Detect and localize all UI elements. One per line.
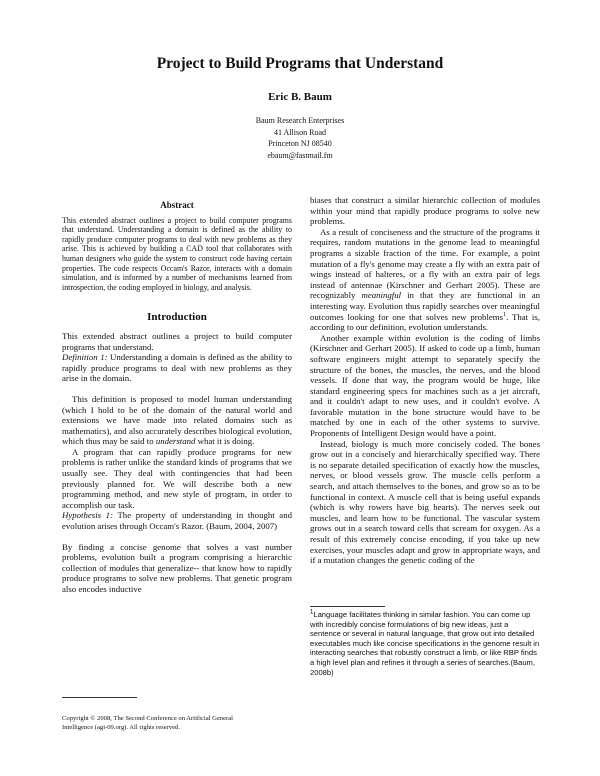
body-paragraph: Another example within evolution is the coding of limbs (Kirschner and Gerhart 2005). If asked to code up a limb, human software engineers might attempt to separately specify the structure of the bones, the muscles, the nerves, and the blood vessels. If done that way, the program would be huge, like standard engineering specs for machines such as a jet aircraft, and it couldn't adapt to new uses, and it couldn't evolve. A favorable mutation in the bone structure would have to be matched by one in each of the other systems to survive. Proponents of Intelligent Design would have a point.	[310, 332, 540, 439]
paper-title: Project to Build Programs that Understand	[156, 55, 444, 72]
abstract-heading: Abstract	[160, 200, 194, 210]
affiliation-street: 41 Allison Road	[273, 127, 326, 137]
body-paragraph: A program that can rapidly produce programs for new problems is rather unlike the standard kinds of programs that we usually see. They deal with contingencies that had been previously planned for. We will describe both a new programming method, and new style of program, in order to accomplish our task.	[62, 446, 292, 510]
left-column	[62, 200, 292, 595]
intro-paragraph: This extended abstract outlines a project to build computer programs that understand.	[62, 330, 292, 352]
definition-paragraph	[62, 352, 292, 384]
body-paragraph	[62, 394, 292, 447]
definition-text: Understanding a domain is defined as the ability to rapidly produce programs to deal with new problems as they arise in the domain.	[62, 352, 292, 384]
footnote-text: Language facilitates thinking in similar fashion. You can come up with incredibly concise formulations of big new ideas, just a sentence or several in natural language, that grow out into detailed executables much like concise specifications in the genome result in interacting searches that robustly construct a limb, or like RBP finds a high level plan and refines it through a series of searches.(Baum, 2008b)	[310, 610, 540, 677]
hypothesis-paragraph	[62, 510, 292, 531]
hypothesis-label: Hypothesis 1:	[62, 510, 114, 521]
footnote-divider	[62, 697, 137, 698]
text-run: in that they are functional in an interesting way. Evolution thus rapidly searches over meaningful outcomes looking for one that solves new problems	[310, 290, 540, 322]
definition-label: Definition 1:	[62, 352, 108, 363]
text-run: what it is doing.	[195, 436, 255, 447]
text-run: This definition is proposed to model human understanding (which I hold to be of the domain of the natural world and extensions we have made into related domains such as mathematics), and also accurately describes biological evolution, which thus may be said to	[62, 393, 292, 447]
body-paragraph: Instead, biology is much more concisely coded. The bones grow out in a concisely and hierarchically specified way. There is no separate detailed specification of exactly how the muscles, nerves, or blood vessels grow. The muscle cells perform a search, and attach themselves to the bones, and grow so as to be functional in context. A muscle cell that is being useful expands (which is why rowers have big hearts). The nerves seek out muscles, and learn how to be functional. The vascular system grows out in a search toward cells that scream for oxygen. As a result of this extremely concise encoding, if you take up new exercises, your muscles adapt and grow in appropriate ways, and if a mutation changes the genetic coding of the	[310, 438, 540, 566]
right-column	[310, 195, 540, 566]
hypothesis-text: The property of understanding in thought and evolution arises through Occam's Razor. (Baum, 2004, 2007)	[62, 510, 292, 532]
copyright-line: Intelligence (agi-09.org). All rights reserved.	[62, 724, 180, 731]
abstract-text: This extended abstract outlines a project to build computer programs that understand. Understanding a domain is defined as the ability to rapidly produce computer programs to deal with new problems as they arise. This is achieved by building a CAD tool that collaborates with human designers who guide the system to construct code having certain properties. The code respects Occam's Razor, interacts with a domain simulation, and is informed by a number of mechanisms learned from introspection, the coding employed in biology, and analysis.	[62, 215, 292, 292]
emphasis-text: understand	[155, 436, 196, 447]
author-affiliation	[0, 115, 600, 162]
affiliation-organization: Baum Research Enterprises	[255, 116, 345, 125]
text-run: As a result of conciseness and the structure of the programs it requires, random mutations in the genome lead to meaningful programs a sizable fraction of the time. For example, a point mutation of a fly's genome may create a fly with an extra pair of wings instead of halteres, or a fly with an extra pair of legs instead of antennae (Kirschner and Gerhart 2005). These are recognizably	[310, 226, 540, 301]
footnote-marker: 1	[310, 609, 314, 616]
copyright-line: Copyright © 2008, The Second Conference on Artificial General	[62, 715, 233, 722]
author-name: Eric B. Baum	[268, 91, 332, 103]
copyright-notice	[62, 714, 292, 732]
footnote	[310, 610, 540, 677]
footnote-reference[interactable]: 1	[503, 311, 507, 318]
affiliation-city: Princeton NJ 08540	[268, 139, 332, 149]
affiliation-email: ebaum@fastmail.fm	[267, 151, 333, 161]
body-paragraph: By finding a concise genome that solves a vast number problems, evolution built a program comprising a hierarchic collection of modules that generalize-- that know how to rapidly produce programs to solve new problems. That genetic program also encodes inductive	[62, 541, 292, 594]
introduction-heading: Introduction	[147, 311, 207, 324]
footnote-divider	[310, 606, 385, 607]
body-paragraph	[310, 227, 540, 333]
text-run: . That is, according to our definition, evolution understands.	[310, 311, 540, 333]
emphasis-text: meaningful	[361, 290, 402, 301]
body-paragraph: biases that construct a similar hierarchic collection of modules within your mind that rapidly produce programs to solve new problems.	[310, 195, 540, 227]
